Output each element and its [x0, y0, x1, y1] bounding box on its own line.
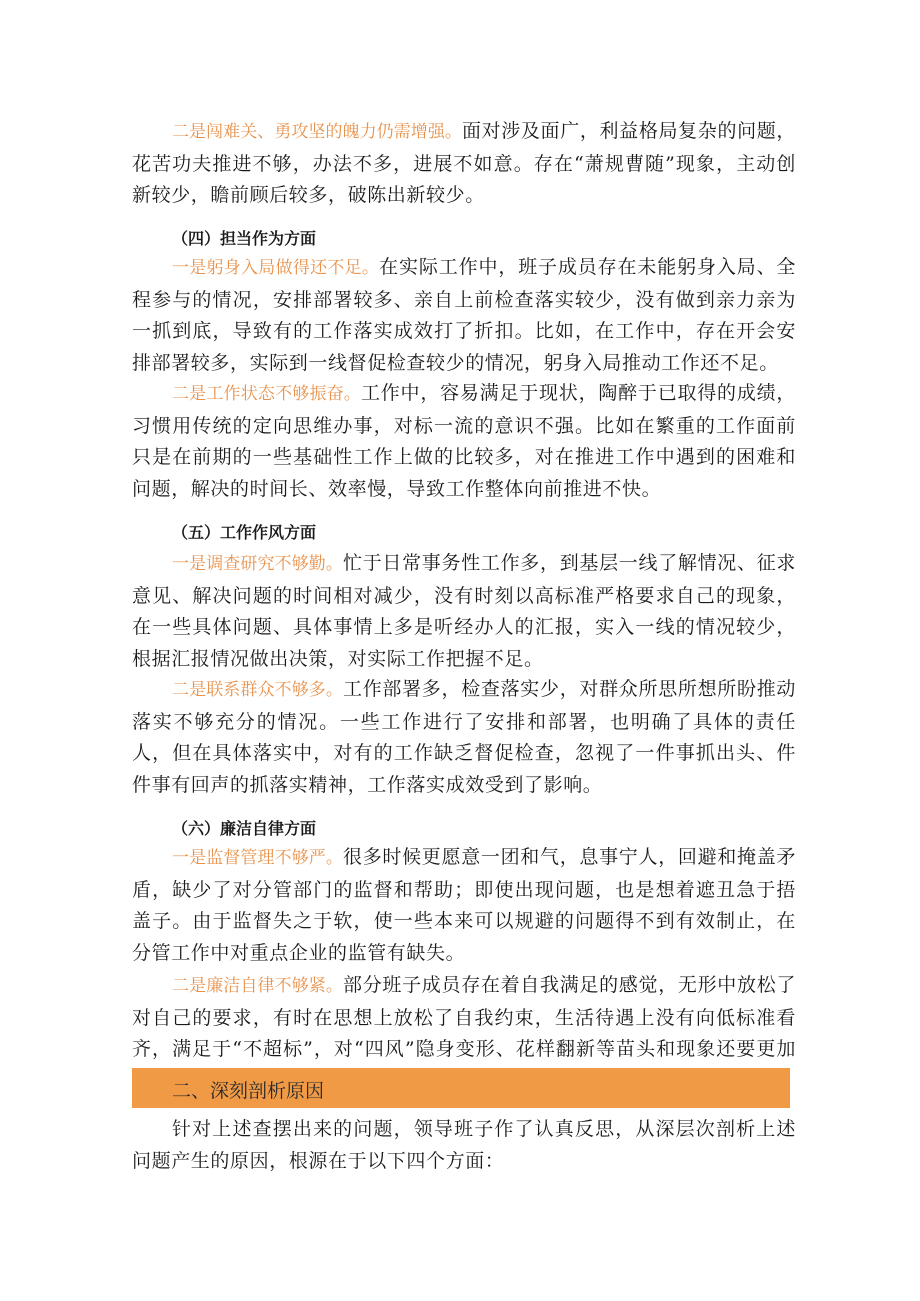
- paragraph-body: 针对上述查摆出来的问题，领导班子作了认真反思，从深层次剖析上述问题产生的原因，根源在于以下四个方面：: [132, 1118, 796, 1172]
- section-heading-4: （四）担当作为方面: [172, 229, 317, 248]
- paragraph-lead: 一是调查研究不够勤。: [172, 554, 343, 574]
- paragraph-body: 工作中，容易满足于现状，陶醉于已取得的成绩，习惯用传统的定向思维办事，对标一流的意识不强。比如在繁重的工作面前只是在前期的一些基础性工作上做的比较多，对在推进工作中遇到的困难和问题，解决的时间长、效率慢，导致工作整体向前推进不快。: [132, 382, 797, 500]
- paragraph-analysis-intro: [132, 1114, 796, 1177]
- paragraph-work-state: [132, 378, 796, 505]
- paragraph-involvement: [132, 252, 796, 379]
- paragraph-body: 在实际工作中，班子成员存在未能躬身入局、全程参与的情况，安排部署较多、亲自上前检查落实较少，没有做到亲力亲为一抓到底，导致有的工作落实成效打了折扣。比如，在工作中，存在开会安排部署较多，实际到一线督促检查较少的情况，躬身入局推动工作还不足。: [132, 256, 797, 374]
- paragraph-body: 工作部署多，检查落实少，对群众所思所想所盼推动落实不够充分的情况。一些工作进行了安排和部署，也明确了具体的责任人，但在具体落实中，对有的工作缺乏督促检查，忽视了一件事抓出头、件件事有回声的抓落实精神，工作落实成效受到了影响。: [132, 678, 796, 796]
- paragraph-body: 部分班子成员存在着自我满足的感觉，无形中放松了对自己的要求，有时在思想上放松了自我约束，生活待遇上没有向低标准看齐，满足于“不超标”，对“四风”隐身变形、花样翻新等苗头和现象还要更加: [132, 974, 796, 1060]
- paragraph-supervision: [132, 842, 796, 969]
- paragraph-masses: [132, 674, 796, 801]
- paragraph-body: 面对涉及面广，利益格局复杂的问题，花苦功夫推进不够，办法不多，进展不如意。存在“萧规曹随”现象，主动创新较少，瞻前顾后较多，破陈出新较少。: [132, 120, 797, 206]
- section-heading-6: （六）廉洁自律方面: [172, 819, 317, 838]
- paragraph-lead: 一是监督管理不够严。: [172, 848, 343, 868]
- paragraph-research: [132, 548, 796, 675]
- paragraph-body: 忙于日常事务性工作多，到基层一线了解情况、征求意见、解决问题的时间相对减少，没有时刻以高标准严格要求自己的现象，在一些具体问题、具体事情上多是听经办人的汇报，实入一线的情况较少，根据汇报情况做出决策，对实际工作把握不足。: [132, 552, 796, 670]
- paragraph-lead: 二是闯难关、勇攻坚的魄力仍需增强。: [172, 122, 462, 142]
- paragraph-courage: [132, 116, 796, 212]
- section-banner: [132, 1068, 790, 1108]
- section-heading-5: （五）工作作风方面: [172, 523, 317, 542]
- section-banner-title: 二、深刻剖析原因: [172, 1080, 325, 1102]
- paragraph-lead: 二是廉洁自律不够紧。: [172, 976, 343, 996]
- paragraph-lead: 二是联系群众不够多。: [172, 680, 343, 700]
- paragraph-lead: 二是工作状态不够振奋。: [172, 384, 361, 404]
- paragraph-lead: 一是躬身入局做得还不足。: [172, 258, 380, 278]
- paragraph-body: 很多时候更愿意一团和气，息事宁人，回避和掩盖矛盾，缺少了对分管部门的监督和帮助；即使出现问题，也是想着遮丑急于捂盖子。由于监督失之于软，使一些本来可以规避的问题得不到有效制止，在分管工作中对重点企业的监管有缺失。: [132, 846, 796, 964]
